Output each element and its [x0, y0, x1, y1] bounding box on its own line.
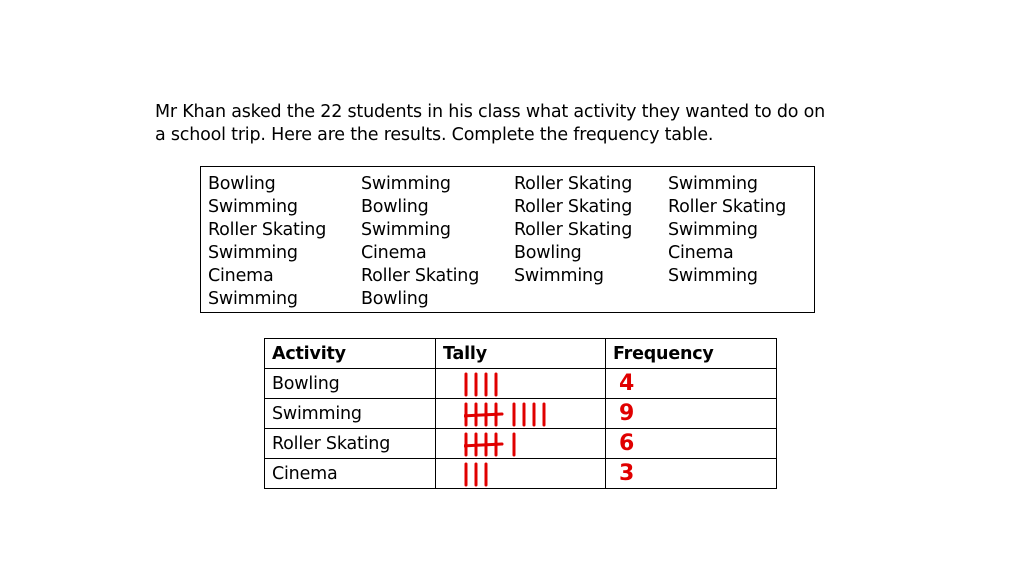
result-entry: Swimming — [208, 197, 298, 217]
header-activity: Activity — [265, 339, 436, 369]
frequency-value: 6 — [619, 431, 635, 456]
result-entry: Swimming — [668, 174, 758, 194]
results-column-1 — [208, 173, 326, 311]
question-text — [155, 101, 885, 147]
activity-cell: Bowling — [265, 369, 436, 399]
result-entry: Roller Skating — [514, 197, 633, 217]
result-entry: Roller Skating — [514, 220, 633, 240]
tally-marks — [464, 431, 594, 457]
tally-cross-stroke — [464, 414, 502, 416]
result-entry: Bowling — [208, 174, 276, 194]
frequency-value: 3 — [619, 461, 635, 486]
result-entry: Swimming — [668, 220, 758, 240]
activity-cell: Roller Skating — [265, 429, 436, 459]
result-entry: Roller Skating — [361, 266, 480, 286]
frequency-value: 9 — [619, 401, 635, 426]
results-column-4 — [668, 173, 786, 288]
frequency-cell — [606, 429, 777, 459]
tally-marks — [464, 461, 594, 487]
frequency-table — [264, 338, 777, 489]
result-entry: Bowling — [514, 243, 582, 263]
activity-cell: Cinema — [265, 459, 436, 489]
result-entry: Roller Skating — [668, 197, 787, 217]
header-frequency: Frequency — [606, 339, 777, 369]
result-entry: Cinema — [668, 243, 734, 263]
result-entry: Swimming — [668, 266, 758, 286]
frequency-cell — [606, 369, 777, 399]
tally-cell — [436, 369, 606, 399]
tally-cell — [436, 429, 606, 459]
result-entry: Roller Skating — [514, 174, 633, 194]
result-entry: Swimming — [361, 220, 451, 240]
table-row — [265, 459, 777, 489]
result-entry: Bowling — [361, 197, 429, 217]
result-entry: Swimming — [208, 243, 298, 263]
result-entry: Cinema — [361, 243, 427, 263]
result-entry: Bowling — [361, 289, 429, 309]
header-tally: Tally — [436, 339, 606, 369]
frequency-cell — [606, 459, 777, 489]
result-entry: Swimming — [514, 266, 604, 286]
results-column-3 — [514, 173, 632, 288]
survey-results-box — [200, 166, 815, 313]
question-line-2: a school trip. Here are the results. Complete the frequency table. — [155, 125, 714, 145]
tally-cross-stroke — [464, 444, 502, 446]
tally-marks — [464, 371, 594, 397]
frequency-cell — [606, 399, 777, 429]
result-entry: Swimming — [361, 174, 451, 194]
result-entry: Cinema — [208, 266, 274, 286]
activity-cell: Swimming — [265, 399, 436, 429]
result-entry: Swimming — [208, 289, 298, 309]
result-entry: Roller Skating — [208, 220, 327, 240]
results-column-2 — [361, 173, 479, 311]
tally-cell — [436, 399, 606, 429]
table-row — [265, 369, 777, 399]
tally-marks — [464, 401, 594, 427]
table-row — [265, 399, 777, 429]
frequency-value: 4 — [619, 371, 635, 396]
table-row — [265, 429, 777, 459]
question-line-1: Mr Khan asked the 22 students in his class what activity they wanted to do on — [155, 102, 826, 122]
tally-cell — [436, 459, 606, 489]
table-header-row — [265, 339, 777, 369]
